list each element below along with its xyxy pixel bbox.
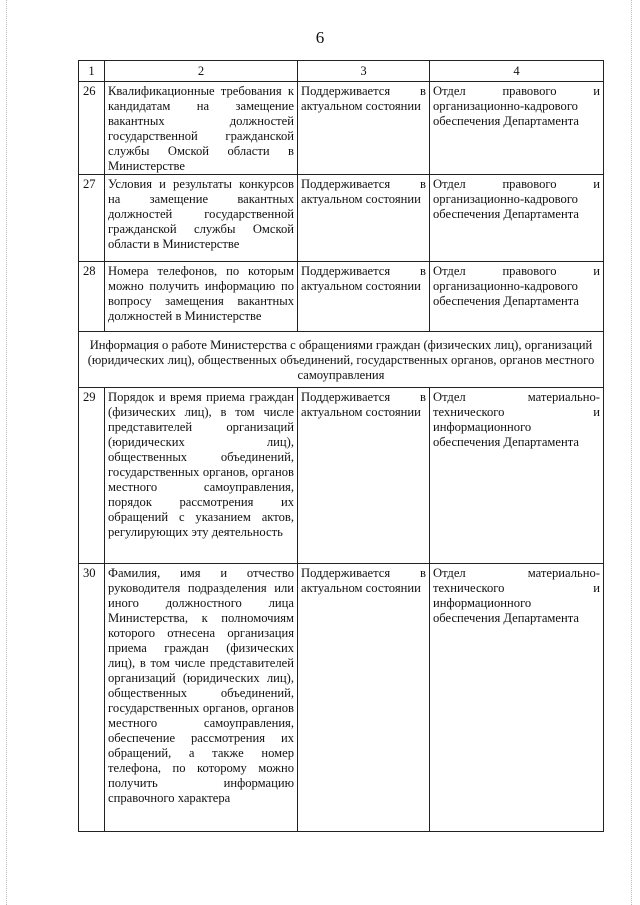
row-number: 28 <box>79 262 105 332</box>
row-number: 26 <box>79 82 105 175</box>
page-number: 6 <box>315 28 325 47</box>
scan-edge-left <box>6 0 9 905</box>
row-responsible: Отдел правового и организационно-кадрового обеспечения Департамента <box>430 262 604 332</box>
table-row <box>79 175 604 262</box>
row-description: Квалификационные требования к кандидатам на замещение вакантных должностей государственной гражданской службы Омской области в Министерстве <box>105 82 298 175</box>
row-status: Поддерживается в актуальном состоянии <box>298 82 430 175</box>
table-row <box>79 262 604 332</box>
row-number: 30 <box>79 564 105 832</box>
column-header-number: 1 <box>79 61 105 82</box>
column-header-responsible: 4 <box>430 61 604 82</box>
column-header-description: 2 <box>105 61 298 82</box>
row-responsible: Отдел материально-технического и информационного обеспечения Департамента <box>430 564 604 832</box>
table-row <box>79 564 604 832</box>
section-heading: Информация о работе Министерства с обращениями граждан (физических лиц), организаций (юридических лиц), общественных объединений, государственных органов, органов местного самоуправления <box>79 332 604 388</box>
information-table <box>78 60 604 832</box>
row-status: Поддерживается в актуальном состоянии <box>298 388 430 564</box>
row-status: Поддерживается в актуальном состоянии <box>298 175 430 262</box>
row-responsible: Отдел правового и организационно-кадрового обеспечения Департамента <box>430 175 604 262</box>
row-description: Номера телефонов, по которым можно получить информацию по вопросу замещения вакантных должностей в Министерстве <box>105 262 298 332</box>
row-status: Поддерживается в актуальном состоянии <box>298 262 430 332</box>
row-responsible: Отдел правового и организационно-кадрового обеспечения Департамента <box>430 82 604 175</box>
row-description: Условия и результаты конкурсов на замещение вакантных должностей государственной гражданской службы Омской области в Министерстве <box>105 175 298 262</box>
row-number: 29 <box>79 388 105 564</box>
column-header-status: 3 <box>298 61 430 82</box>
table-row <box>79 82 604 175</box>
header-row <box>79 61 604 82</box>
table-row <box>79 388 604 564</box>
scan-edge-right <box>631 0 634 905</box>
row-description: Фамилия, имя и отчество руководителя подразделения или иного должностного лица Министерства, к полномочиям которого отнесена организация приема граждан (физических лиц), в том числе представителей организаций (юридических лиц), общественных объединений, государственных органов, органов местного самоуправления, обеспечение рассмотрения их обращений, а также номер телефона, по которому можно получить информацию справочного характера <box>105 564 298 832</box>
row-responsible: Отдел материально-технического и информационного обеспечения Департамента <box>430 388 604 564</box>
row-status: Поддерживается в актуальном состоянии <box>298 564 430 832</box>
section-heading-row <box>79 332 604 388</box>
row-number: 27 <box>79 175 105 262</box>
row-description: Порядок и время приема граждан (физических лиц), в том числе представителей организаций (юридических лиц), общественных объединений, государственных органов, органов местного самоуправления, порядок рассмотрения их обращений с указанием актов, регулирующих эту деятельность <box>105 388 298 564</box>
